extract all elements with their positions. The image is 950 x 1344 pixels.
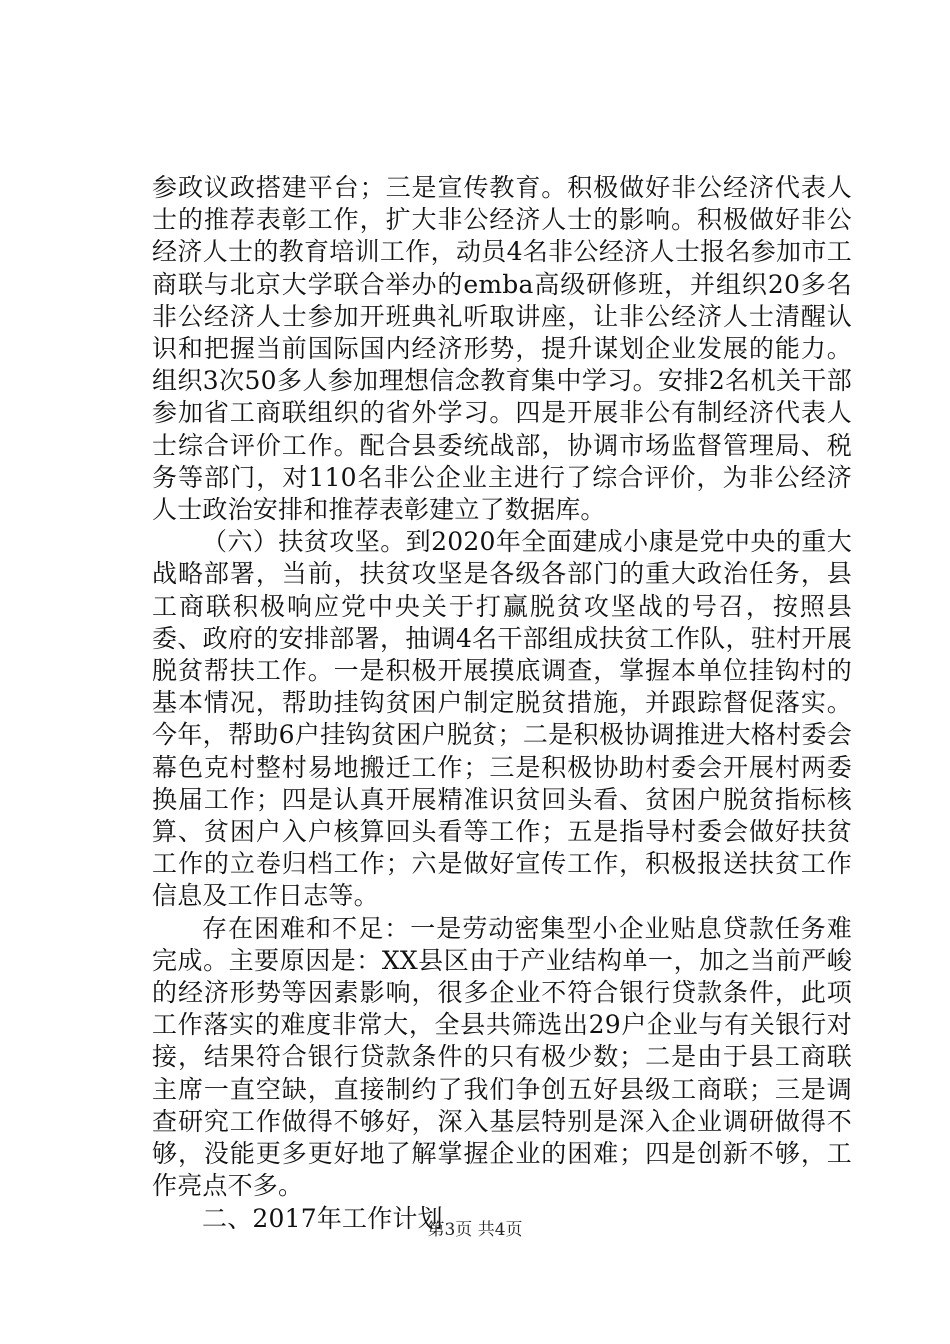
paragraph-difficulties: 存在困难和不足：一是劳动密集型小企业贴息贷款任务难完成。主要原因是：XX县区由于产业结构单一，加之当前严峻的经济形势等因素影响，很多企业不符合银行贷款条件，此项工作落实的难度非常大，全县共筛选出29户企业与有关银行对接，结果符合银行贷款条件的只有极少数；二是由于县工商联主席一直空缺，直接制约了我们争创五好县级工商联；三是调查研究工作做得不够好，深入基层特别是深入企业调研做得不够，没能更多更好地了解掌握企业的困难；四是创新不够，工作亮点不多。 bbox=[152, 913, 852, 1201]
page-number-footer: 第3页 共4页 bbox=[427, 1220, 523, 1240]
section-heading-work-plan: 二、2017年工作计划 bbox=[202, 1203, 443, 1233]
paragraph-continuation: 参政议政搭建平台；三是宣传教育。积极做好非公经济代表人士的推荐表彰工作，扩大非公经济人士的影响。积极做好非公经济人士的教育培训工作，动员4名非公经济人士报名参加市工商联与北京大学联合举办的emba高级研修班，并组织20多名非公经济人士参加开班典礼听取讲座，让非公经济人士清醒认识和把握当前国际国内经济形势，提升谋划企业发展的能力。组织3次50多人参加理想信念教育集中学习。安排2名机关干部参加省工商联组织的省外学习。四是开展非公有制经济代表人士综合评价工作。配合县委统战部，协调市场监督管理局、税务等部门，对110名非公企业主进行了综合评价，为非公经济人士政治安排和推荐表彰建立了数据库。 bbox=[152, 173, 852, 525]
document-body bbox=[152, 172, 852, 1235]
paragraph-poverty-alleviation: （六）扶贫攻坚。到2020年全面建成小康是党中央的重大战略部署，当前，扶贫攻坚是各级各部门的重大政治任务，县工商联积极响应党中央关于打赢脱贫攻坚战的号召，按照县委、政府的安排部署，抽调4名干部组成扶贫工作队，驻村开展脱贫帮扶工作。一是积极开展摸底调查，掌握本单位挂钩村的基本情况，帮助挂钩贫困户制定脱贫措施，并跟踪督促落实。今年，帮助6户挂钩贫困户脱贫；二是积极协调推进大格村委会幕色克村整村易地搬迁工作；三是积极协助村委会开展村两委换届工作；四是认真开展精准识贫回头看、贫困户脱贫指标核算、贫困户入户核算回头看等工作；五是指导村委会做好扶贫工作的立卷归档工作；六是做好宣传工作，积极报送扶贫工作信息及工作日志等。 bbox=[152, 527, 852, 911]
